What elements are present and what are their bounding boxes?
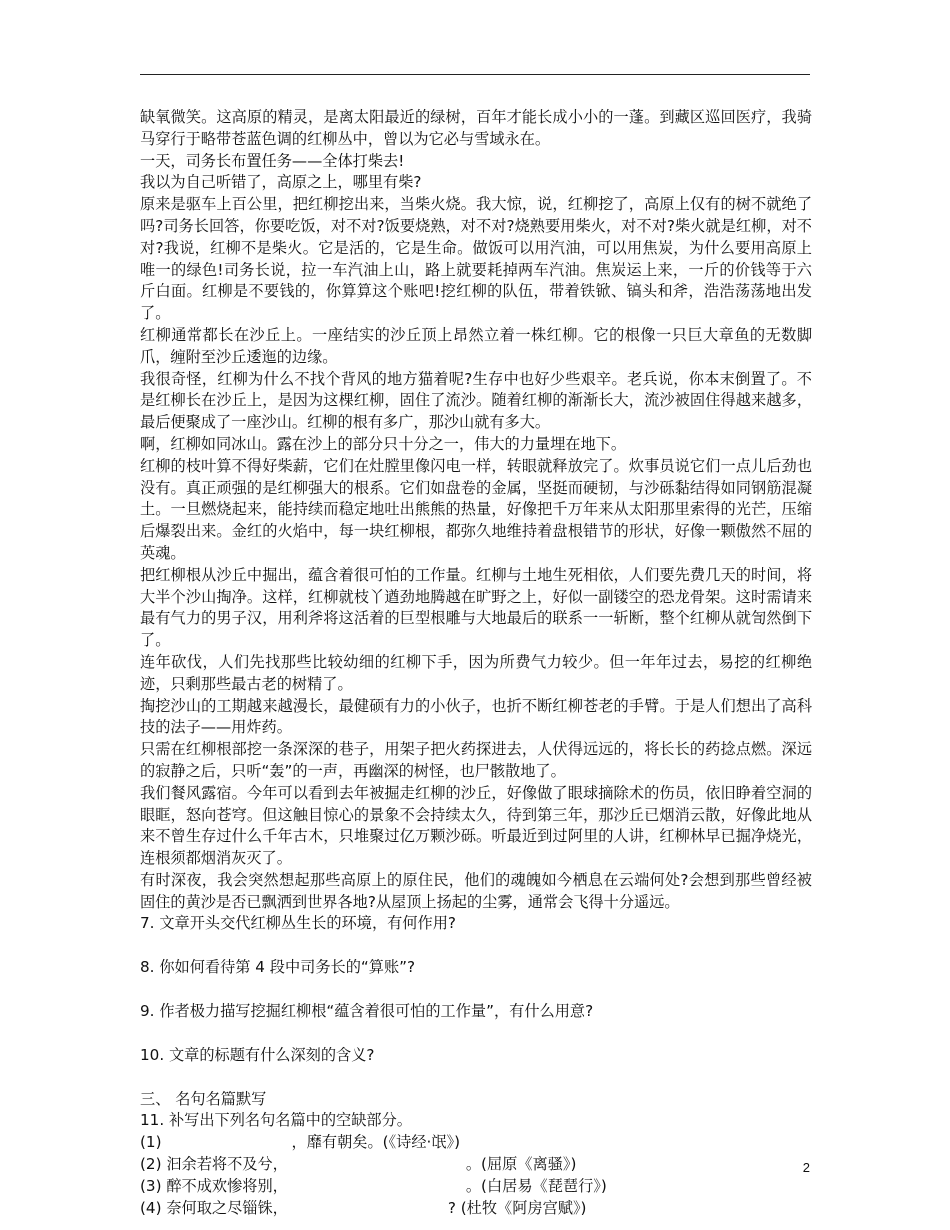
paragraph: 有时深夜，我会突然想起那些高原上的原住民，他们的魂魄如今栖息在云端何处?会想到那些曾经被固住的黄沙是否已飘洒到世界各地?从屋顶上扬起的尘雾，通常会飞得十分遥远。 <box>140 870 812 911</box>
fill-prefix: (3) 醉不成欢惨将别， <box>140 1176 288 1195</box>
fill-item-4 <box>140 1198 812 1220</box>
fill-suffix: 。(白居易《琵琶行》) <box>465 1176 607 1195</box>
question-9: 9. 作者极力描写挖掘红柳根“蕴含着很可怕的工作量”，有什么用意? <box>140 1002 594 1021</box>
page-number: 2 <box>802 1160 810 1175</box>
answer-space <box>140 1067 812 1089</box>
fill-item-2 <box>140 1154 812 1176</box>
paragraph: 我很奇怪，红柳为什么不找个背风的地方猫着呢?生存中也好少些艰辛。老兵说，你本末倒置了。不是红柳长在沙丘上，是因为这棵红柳，固住了流沙。随着红柳的渐渐长大，流沙被固住得越来越多，最后便聚成了一座沙山。红柳的根有多广，那沙山就有多大。 <box>140 369 812 432</box>
paragraph: 掏挖沙山的工期越来越漫长，最健硕有力的小伙子，也折不断红柳苍老的手臂。于是人们想出了高科技的法子——用炸药。 <box>140 696 812 737</box>
fill-item-3 <box>140 1176 812 1198</box>
paragraph: 缺氧微笑。这高原的精灵，是离太阳最近的绿树，百年才能长成小小的一蓬。到藏区巡回医疗，我骑马穿行于略带苍蓝色调的红柳丛中，曾以为它必与雪域永在。 <box>140 108 812 148</box>
fill-suffix: ? (杜牧《阿房宫赋》) <box>447 1198 587 1217</box>
fill-prefix: (2) 汩余若将不及兮， <box>140 1155 288 1174</box>
fill-prefix: (4) 奈何取之尽锱铢， <box>140 1198 288 1217</box>
answer-space <box>140 979 812 1001</box>
question-10: 10. 文章的标题有什么深刻的含义? <box>140 1045 375 1064</box>
answer-space <box>140 935 812 957</box>
paragraph: 一天，司务长布置任务——全体打柴去! <box>140 151 405 170</box>
paragraph: 把红柳根从沙丘中掘出，蕴含着很可怕的工作量。红柳与土地生死相依，人们要先费几天的时间，将大半个沙山掏净。这样，红柳就枝丫遒劲地腾越在旷野之上，好似一副镂空的恐龙骨架。这时需请来最有气力的男子汉，用利斧将这活着的巨型根雕与大地最后的联系一一斩断，整个红柳从就訇然倒下了。 <box>140 565 812 650</box>
fill-item-1 <box>140 1132 812 1154</box>
document-body <box>140 107 812 1219</box>
paragraph: 红柳的枝叶算不得好柴薪，它们在灶膛里像闪电一样，转眼就释放完了。炊事员说它们一点儿后劲也没有。真正顽强的是红柳强大的根系。它们如盘卷的金属，坚挺而硬韧，与沙砾黏结得如同钢筋混凝土。一旦燃烧起来，能持续而稳定地吐出熊熊的热量，好像把千万年来从太阳那里索得的光芒，压缩后爆裂出来。金红的火焰中，每一块红柳根，都弥久地维持着盘根错节的形状，好像一颗傲然不屈的英魂。 <box>140 456 812 562</box>
instruction: 11. 补写出下列名句名篇中的空缺部分。 <box>140 1111 412 1130</box>
section-title: 三、 名句名篇默写 <box>140 1089 267 1108</box>
paragraph: 啊，红柳如同冰山。露在沙上的部分只十分之一，伟大的力量埋在地下。 <box>140 434 626 453</box>
paragraph: 我们餐风露宿。今年可以看到去年被掘走红柳的沙丘，好像做了眼球摘除术的伤员，依旧睁着空洞的眼眶，怒向苍穹。但这触目惊心的景象不会持续太久，待到第三年，那沙丘已烟消云散，好像此地从来不曾生存过什么千年古木，只堆聚过亿万颗沙砾。听最近到过阿里的人讲，红柳林早已掘净烧光，连根须都烟消灰灭了。 <box>140 783 812 868</box>
question-7: 7. 文章开头交代红柳丛生长的环境，有何作用? <box>140 914 456 933</box>
paragraph: 连年砍伐，人们先找那些比较幼细的红柳下手，因为所费气力较少。但一年年过去，易挖的红柳绝迹，只剩那些最古老的树精了。 <box>140 652 812 693</box>
fill-prefix: (1) <box>140 1133 162 1152</box>
fill-suffix: 。(屈原《离骚》) <box>465 1155 577 1174</box>
answer-space <box>140 1023 812 1045</box>
fill-suffix: ，靡有朝矣。(《诗经·氓》) <box>291 1133 461 1152</box>
paragraph: 原来是驱车上百公里，把红柳挖出来，当柴火烧。我大惊，说，红柳挖了，高原上仅有的树不就绝了吗?司务长回答，你要吃饭，对不对?饭要烧熟，对不对?烧熟要用柴火，对不对?柴火就是红柳，对不对?我说，红柳不是柴火。它是活的，它是生命。做饭可以用汽油，可以用焦炭，为什么要用高原上唯一的绿色!司务长说，拉一车汽油上山，路上就要耗掉两车汽油。焦炭运上来，一斤的价钱等于六斤白面。红柳是不要钱的，你算算这个账吧!挖红柳的队伍，带着铁锨、镐头和斧，浩浩荡荡地出发了。 <box>140 195 812 323</box>
paragraph: 只需在红柳根部挖一条深深的巷子，用架子把火药探进去，人伏得远远的，将长长的药捻点燃。深远的寂静之后，只听“轰”的一声，再幽深的树怪，也尸骸散地了。 <box>140 740 812 780</box>
paragraph: 我以为自己听错了，高原之上，哪里有柴? <box>140 173 422 192</box>
question-8: 8. 你如何看待第 4 段中司务长的“算账”? <box>140 958 416 977</box>
header-rule <box>140 74 810 75</box>
paragraph: 红柳通常都长在沙丘上。一座结实的沙丘顶上昂然立着一株红柳。它的根像一只巨大章鱼的无数脚爪，缠附至沙丘逶迤的边缘。 <box>140 325 812 366</box>
